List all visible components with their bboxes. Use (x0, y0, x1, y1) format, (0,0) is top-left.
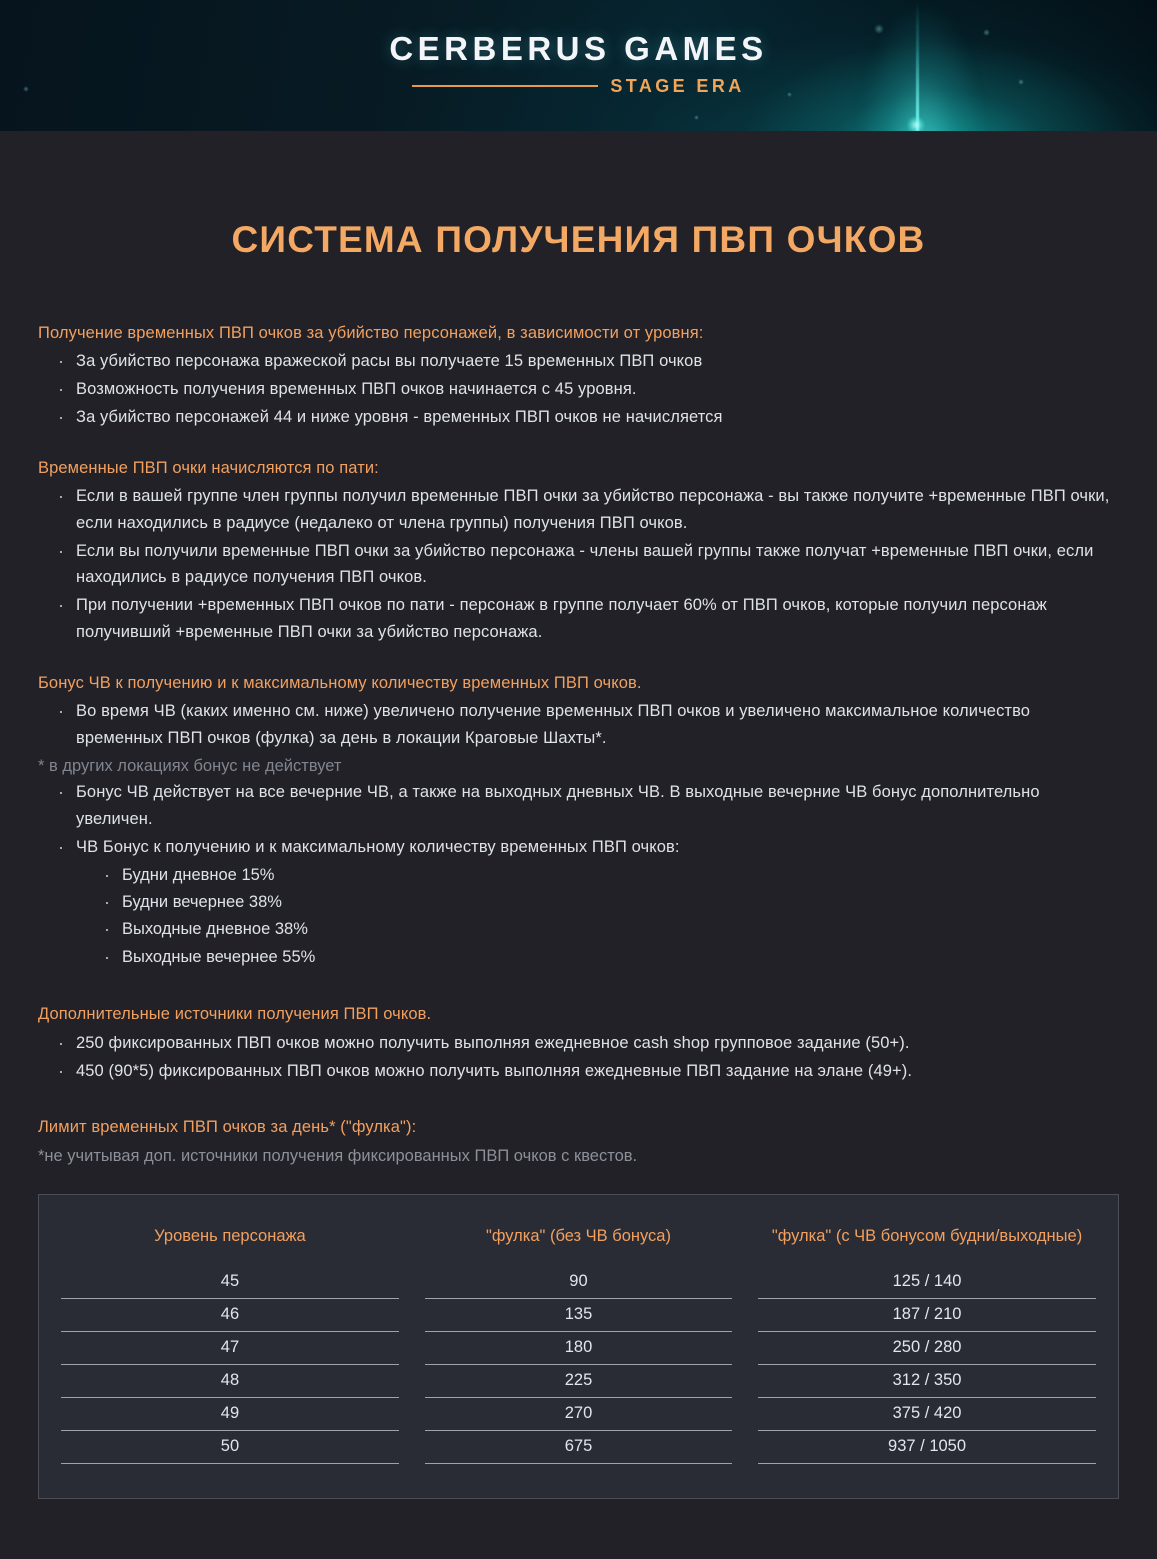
section-heading: Дополнительные источники получения ПВП очков. (38, 1005, 432, 1024)
table-row (61, 1266, 1096, 1299)
cell-gap (732, 1364, 758, 1397)
table-row (61, 1397, 1096, 1430)
list-item: · Будни вечернее 38% (100, 889, 1119, 916)
cell-gap (399, 1397, 425, 1430)
banner-spark-icon (907, 116, 925, 131)
section-list-bottom (38, 779, 1119, 860)
cell-base-cap: 270 (425, 1397, 732, 1430)
cell-level: 50 (61, 1430, 399, 1463)
list-item: · Во время ЧВ (каких именно см. ниже) увеличено получение временных ПВП очков и увеличено максимальное количество временных ПВП очков (фулка) за день в локации Краговые Шахты*. (54, 698, 1119, 751)
list-item: · Возможность получения временных ПВП очков начинается с 45 уровня. (54, 376, 1119, 403)
section-kill-points (38, 320, 1119, 431)
section-chv-bonus (38, 670, 1119, 972)
cell-base-cap: 135 (425, 1298, 732, 1331)
section-list (38, 348, 1119, 430)
list-item: · ЧВ Бонус к получению и к максимальному количеству временных ПВП очков: (54, 834, 1119, 861)
page-title: СИСТЕМА ПОЛУЧЕНИЯ ПВП ОЧКОВ (231, 219, 926, 260)
cell-level: 46 (61, 1298, 399, 1331)
table-row (61, 1430, 1096, 1463)
cell-gap (732, 1430, 758, 1463)
chv-bonus-percent-list (38, 862, 1119, 972)
cell-bonus-cap: 937 / 1050 (758, 1430, 1096, 1463)
brand-tagline-row (0, 76, 1157, 97)
cell-gap (399, 1364, 425, 1397)
cell-base-cap: 225 (425, 1364, 732, 1397)
cell-bonus-cap: 187 / 210 (758, 1298, 1096, 1331)
section-party-points (38, 455, 1119, 646)
brand-logo (0, 32, 1157, 97)
cell-level: 49 (61, 1397, 399, 1430)
table-row (61, 1331, 1096, 1364)
list-item: · Если в вашей группе член группы получил временные ПВП очки за убийство персонажа - вы также получите +временные ПВП очки, если находились в радиусе (недалеко от члена группы) получения ПВП очков. (54, 483, 1119, 536)
pvp-limit-table-card (38, 1194, 1119, 1499)
section-list (38, 483, 1119, 645)
cell-gap (732, 1331, 758, 1364)
cell-gap (399, 1331, 425, 1364)
limit-footnote: *не учитывая доп. источники получения фиксированных ПВП очков с квестов. (38, 1147, 638, 1165)
section-additional-sources (38, 1001, 1119, 1084)
list-item: · За убийство персонажа вражеской расы вы получаете 15 временных ПВП очков (54, 348, 1119, 375)
list-item: · Если вы получили временные ПВП очки за убийство персонажа - члены вашей группы также получат +временные ПВП очки, если находились в радиусе получения ПВП очков. (54, 538, 1119, 591)
cell-level: 48 (61, 1364, 399, 1397)
section-daily-limit (38, 1114, 1119, 1169)
list-item: · Бонус ЧВ действует на все вечерние ЧВ, а также на выходных дневных ЧВ. В выходные вечерние ЧВ бонус дополнительно увеличен. (54, 779, 1119, 832)
cell-base-cap: 675 (425, 1430, 732, 1463)
section-heading: Бонус ЧВ к получению и к максимальному количеству временных ПВП очков. (38, 673, 642, 692)
cell-gap (732, 1397, 758, 1430)
table-header-row (61, 1223, 1096, 1266)
column-gap (732, 1223, 758, 1266)
location-footnote: * в других локациях бонус не действует (38, 756, 342, 775)
page-body (0, 220, 1157, 1559)
cell-gap (732, 1298, 758, 1331)
section-list-top (38, 698, 1119, 751)
limit-heading: Лимит временных ПВП очков за день* ("фулка"): (38, 1118, 417, 1137)
brand-name: CERBERUS GAMES (389, 30, 768, 67)
cell-gap (399, 1266, 425, 1299)
content-area (38, 320, 1119, 1499)
cell-base-cap: 180 (425, 1331, 732, 1364)
column-header-level: Уровень персонажа (154, 1226, 306, 1245)
column-gap (399, 1223, 425, 1266)
column-header-base-cap: "фулка" (без ЧВ бонуса) (485, 1226, 671, 1245)
site-banner (0, 0, 1157, 131)
tagline-rule (412, 85, 598, 87)
table-body (61, 1266, 1096, 1464)
pvp-limit-table (61, 1223, 1096, 1464)
list-item: · 250 фиксированных ПВП очков можно получить выполняя ежедневное cash shop групповое задание (50+). (54, 1030, 1119, 1057)
column-header-bonus-cap: "фулка" (с ЧВ бонусом будни/выходные) (771, 1226, 1083, 1245)
list-item: · При получении +временных ПВП очков по пати - персонаж в группе получает 60% от ПВП очков, которые получил персонаж получивший +временные ПВП очки за убийство персонажа. (54, 592, 1119, 645)
list-item: · Выходные вечернее 55% (100, 944, 1119, 971)
cell-level: 45 (61, 1266, 399, 1299)
section-heading: Получение временных ПВП очков за убийство персонажей, в зависимости от уровня: (38, 323, 704, 342)
list-item: · За убийство персонажей 44 и ниже уровня - временных ПВП очков не начисляется (54, 404, 1119, 431)
cell-gap (732, 1266, 758, 1299)
section-list (38, 1030, 1119, 1084)
cell-bonus-cap: 125 / 140 (758, 1266, 1096, 1299)
cell-base-cap: 90 (425, 1266, 732, 1299)
cell-bonus-cap: 375 / 420 (758, 1397, 1096, 1430)
cell-bonus-cap: 250 / 280 (758, 1331, 1096, 1364)
section-heading: Временные ПВП очки начисляются по пати: (38, 458, 379, 477)
cell-gap (399, 1298, 425, 1331)
cell-bonus-cap: 312 / 350 (758, 1364, 1096, 1397)
cell-gap (399, 1430, 425, 1463)
table-row (61, 1298, 1096, 1331)
table-row (61, 1364, 1096, 1397)
brand-tagline: STAGE ERA (610, 75, 745, 96)
list-item: · Выходные дневное 38% (100, 916, 1119, 943)
list-item: · Будни дневное 15% (100, 862, 1119, 889)
list-item: · 450 (90*5) фиксированных ПВП очков можно получить выполняя ежедневные ПВП задание на элане (49+). (54, 1058, 1119, 1085)
cell-level: 47 (61, 1331, 399, 1364)
